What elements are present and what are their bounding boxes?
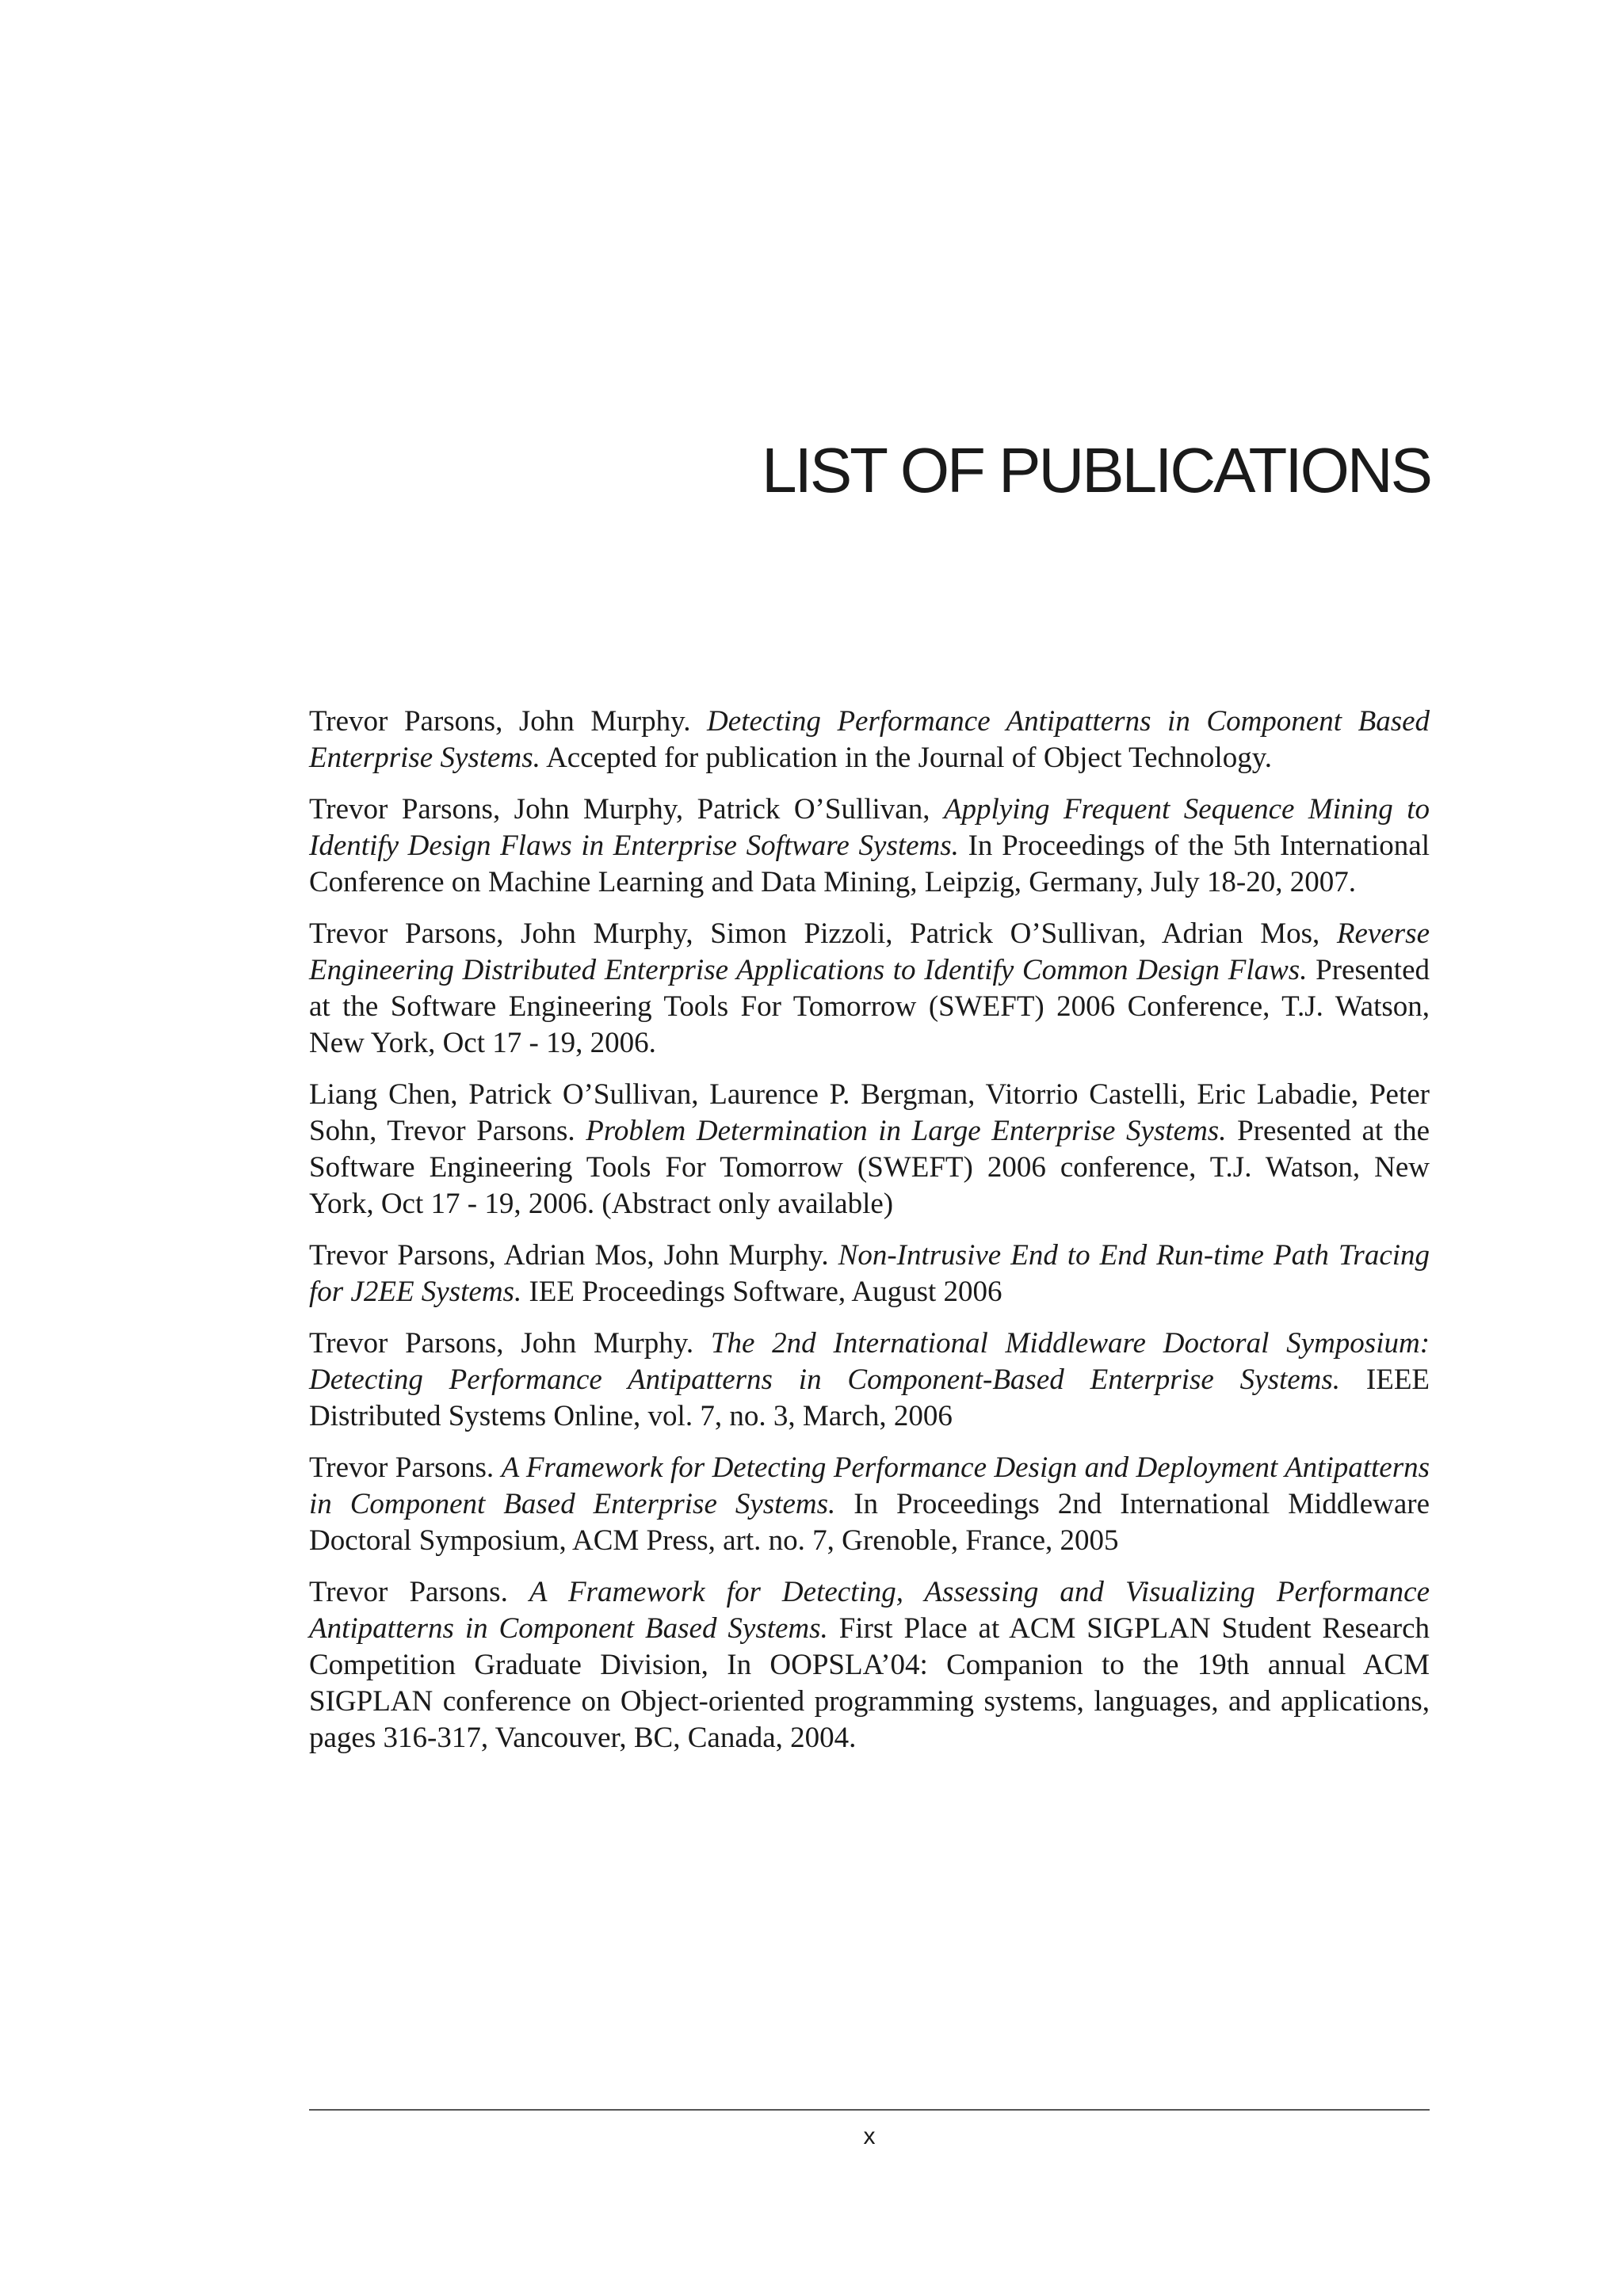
publication-title: Problem Determination in Large Enterprise Systems.: [586, 1115, 1227, 1147]
publication-title: A Framework for Detecting, Assessing and Visualizing Performance Antipatterns in Component Based Systems.: [309, 1576, 1430, 1645]
footer-divider: [309, 2109, 1430, 2111]
publication-venue: Presented at the Software Engineering Tools For Tomorrow (SWEFT) 2006 conference, T.J. Watson, New York, Oct 17 - 19, 2006. (Abstract only available): [309, 1115, 1430, 1220]
publication-venue: In Proceedings of the 5th International Conference on Machine Learning and Data Mining, Leipzig, Germany, July 18-20, 2007.: [309, 830, 1430, 898]
page-number: x: [863, 2123, 876, 2149]
publication-entry: [309, 1450, 1430, 1559]
publication-entry: [309, 1574, 1430, 1756]
publication-entry: [309, 1238, 1430, 1310]
publication-title: Applying Frequent Sequence Mining to Identify Design Flaws in Enterprise Software Systems.: [309, 793, 1430, 862]
publication-title: Non-Intrusive End to End Run-time Path Tracing for J2EE Systems.: [309, 1239, 1430, 1308]
publication-authors: Liang Chen, Patrick O’Sullivan, Laurence P. Bergman, Vitorrio Castelli, Eric Labadie, Peter Sohn, Trevor Parsons.: [309, 1078, 1430, 1147]
publication-entry: [309, 1325, 1430, 1435]
publication-title: The 2nd International Middleware Doctoral Symposium: Detecting Performance Antipatterns in Component-Based Enterprise Systems.: [309, 1327, 1430, 1396]
publication-venue: IEE Proceedings Software, August 2006: [529, 1276, 1002, 1308]
publication-venue: Presented at the Software Engineering Tools For Tomorrow (SWEFT) 2006 Conference, T.J. Watson, New York, Oct 17 - 19, 2006.: [309, 954, 1430, 1059]
publication-venue: IEEE Distributed Systems Online, vol. 7, no. 3, March, 2006: [309, 1363, 1430, 1432]
publication-authors: Trevor Parsons.: [309, 1576, 508, 1608]
publication-venue: First Place at ACM SIGPLAN Student Research Competition Graduate Division, In OOPSLA’04: Companion to the 19th annual ACM SIGPLAN conference on Object-oriented programming systems, languages, and applications, pages 316-317, Vancouver, BC, Canada, 2004.: [309, 1612, 1430, 1754]
publication-venue: Accepted for publication in the Journal of Object Technology.: [546, 742, 1273, 774]
publication-authors: Trevor Parsons, John Murphy, Simon Pizzoli, Patrick O’Sullivan, Adrian Mos,: [309, 917, 1320, 950]
publication-title: Detecting Performance Antipatterns in Component Based Enterprise Systems.: [309, 705, 1430, 774]
publication-venue: In Proceedings 2nd International Middleware Doctoral Symposium, ACM Press, art. no. 7, Grenoble, France, 2005: [309, 1488, 1430, 1557]
publication-authors: Trevor Parsons, Adrian Mos, John Murphy.: [309, 1239, 829, 1272]
page-title: LIST OF PUBLICATIONS: [762, 434, 1430, 505]
publication-authors: Trevor Parsons, John Murphy.: [309, 1327, 694, 1360]
publication-title: A Framework for Detecting Performance Design and Deployment Antipatterns in Component Based Enterprise Systems.: [309, 1451, 1430, 1520]
publication-entry: [309, 1077, 1430, 1222]
publication-title: Reverse Engineering Distributed Enterprise Applications to Identify Common Design Flaws.: [309, 917, 1430, 986]
publication-entry: [309, 704, 1430, 776]
publication-entry: [309, 791, 1430, 901]
publication-authors: Trevor Parsons, John Murphy.: [309, 705, 691, 738]
publication-entry: [309, 916, 1430, 1062]
publication-list: [309, 704, 1430, 1772]
publication-authors: Trevor Parsons.: [309, 1451, 495, 1484]
publication-authors: Trevor Parsons, John Murphy, Patrick O’Sullivan,: [309, 793, 930, 826]
